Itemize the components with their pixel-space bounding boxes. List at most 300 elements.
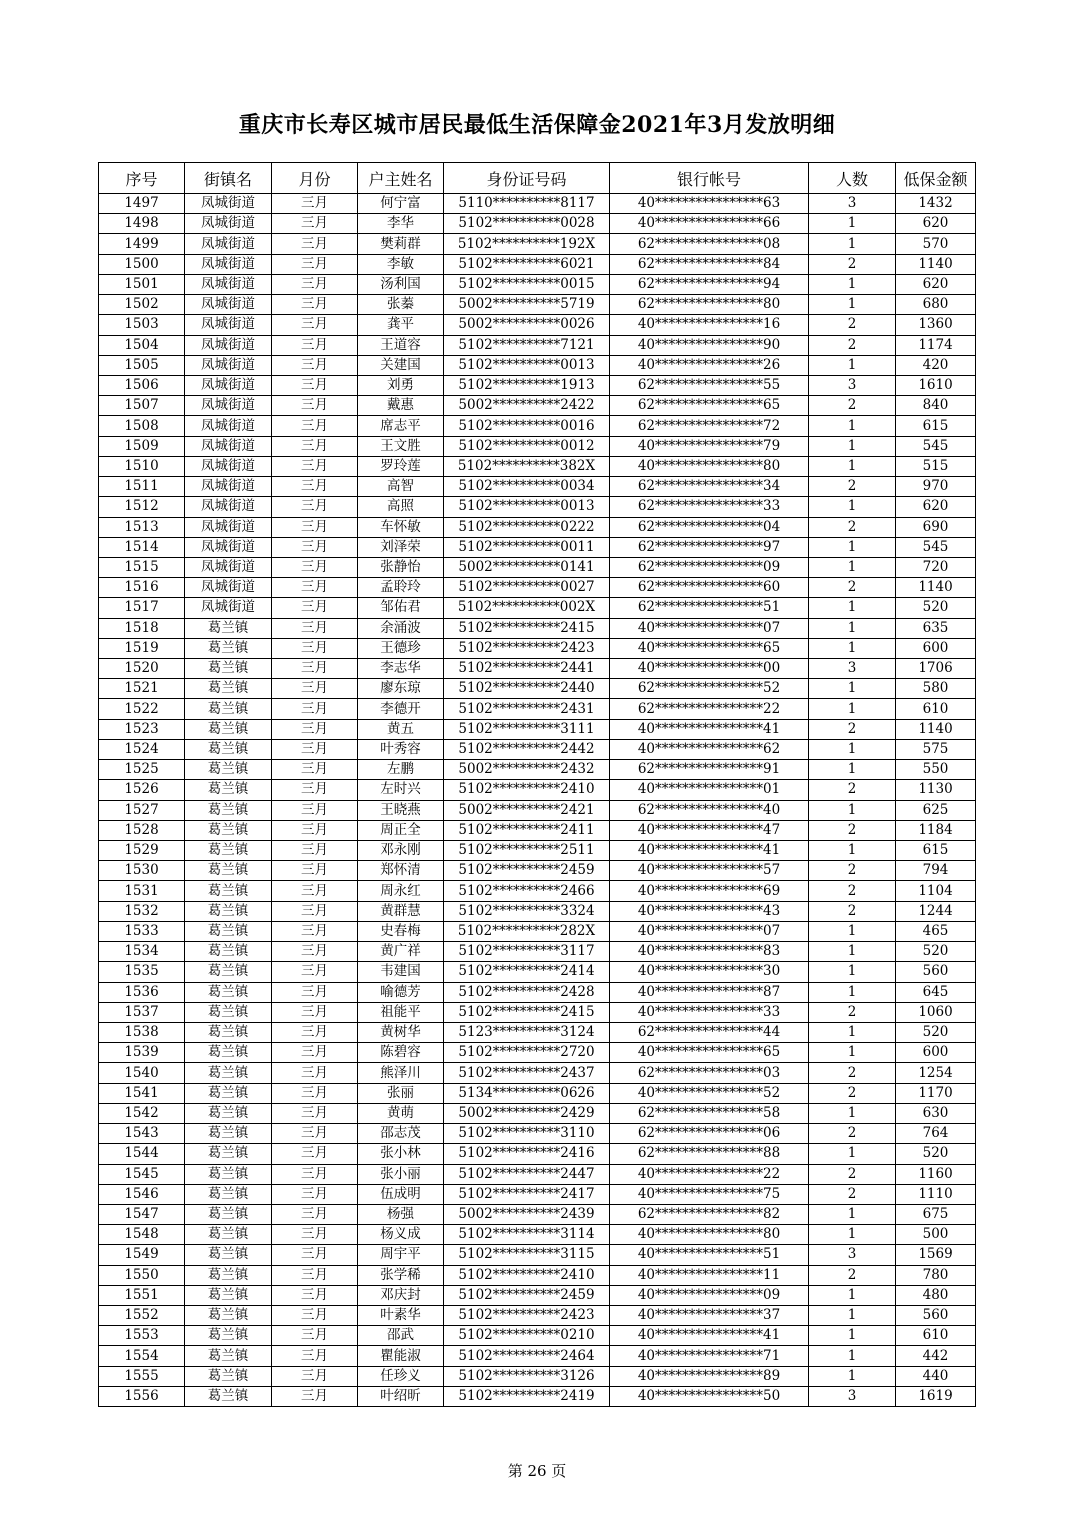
cell-street: 凤城街道	[185, 497, 272, 517]
cell-amount: 1706	[896, 659, 976, 679]
cell-id-number: 5102**********2437	[444, 1063, 610, 1083]
cell-street: 葛兰镇	[185, 638, 272, 658]
cell-serial: 1507	[99, 396, 185, 416]
cell-householder: 邓庆封	[358, 1285, 444, 1305]
table-row	[99, 1285, 976, 1305]
cell-bank-account: 62****************72	[610, 416, 809, 436]
cell-bank-account: 40****************65	[610, 1043, 809, 1063]
cell-month: 三月	[272, 760, 358, 780]
cell-bank-account: 40****************83	[610, 942, 809, 962]
cell-month: 三月	[272, 679, 358, 699]
allowance-table	[98, 162, 976, 1407]
cell-householder: 席志平	[358, 416, 444, 436]
cell-people-count: 2	[809, 719, 896, 739]
cell-householder: 左鹏	[358, 760, 444, 780]
table-row	[99, 578, 976, 598]
table-row	[99, 861, 976, 881]
cell-serial: 1502	[99, 295, 185, 315]
cell-people-count: 1	[809, 962, 896, 982]
cell-street: 凤城街道	[185, 214, 272, 234]
cell-bank-account: 40****************66	[610, 214, 809, 234]
table-row	[99, 295, 976, 315]
cell-month: 三月	[272, 436, 358, 456]
cell-street: 凤城街道	[185, 517, 272, 537]
cell-amount: 780	[896, 1265, 976, 1285]
cell-people-count: 1	[809, 1326, 896, 1346]
cell-serial: 1501	[99, 274, 185, 294]
cell-householder: 刘泽荣	[358, 537, 444, 557]
cell-bank-account: 40****************41	[610, 841, 809, 861]
cell-id-number: 5102**********2419	[444, 1386, 610, 1406]
table-row	[99, 194, 976, 214]
cell-street: 葛兰镇	[185, 1306, 272, 1326]
cell-month: 三月	[272, 234, 358, 254]
cell-householder: 张丽	[358, 1083, 444, 1103]
cell-street: 凤城街道	[185, 477, 272, 497]
cell-serial: 1499	[99, 234, 185, 254]
cell-street: 凤城街道	[185, 396, 272, 416]
cell-amount: 615	[896, 841, 976, 861]
cell-id-number: 5102**********382X	[444, 456, 610, 476]
table-row	[99, 1366, 976, 1386]
cell-amount: 625	[896, 800, 976, 820]
table-row	[99, 254, 976, 274]
cell-street: 葛兰镇	[185, 841, 272, 861]
cell-id-number: 5102**********2459	[444, 1285, 610, 1305]
cell-people-count: 1	[809, 800, 896, 820]
cell-amount: 645	[896, 982, 976, 1002]
cell-month: 三月	[272, 375, 358, 395]
cell-bank-account: 62****************03	[610, 1063, 809, 1083]
table-row	[99, 1184, 976, 1204]
cell-street: 葛兰镇	[185, 1366, 272, 1386]
cell-street: 凤城街道	[185, 335, 272, 355]
cell-amount: 600	[896, 1043, 976, 1063]
cell-bank-account: 40****************90	[610, 335, 809, 355]
table-row	[99, 820, 976, 840]
table-row	[99, 1144, 976, 1164]
cell-month: 三月	[272, 477, 358, 497]
cell-id-number: 5102**********2466	[444, 881, 610, 901]
cell-householder: 伍成明	[358, 1184, 444, 1204]
cell-amount: 970	[896, 477, 976, 497]
cell-street: 葛兰镇	[185, 1386, 272, 1406]
cell-householder: 高照	[358, 497, 444, 517]
cell-street: 葛兰镇	[185, 820, 272, 840]
cell-street: 葛兰镇	[185, 1103, 272, 1123]
cell-people-count: 1	[809, 739, 896, 759]
cell-id-number: 5102**********2441	[444, 659, 610, 679]
cell-people-count: 1	[809, 942, 896, 962]
header-serial: 序号	[99, 163, 185, 194]
cell-id-number: 5102**********2411	[444, 820, 610, 840]
cell-bank-account: 62****************88	[610, 1144, 809, 1164]
cell-householder: 黄树华	[358, 1022, 444, 1042]
cell-householder: 张小丽	[358, 1164, 444, 1184]
cell-amount: 635	[896, 618, 976, 638]
cell-serial: 1533	[99, 921, 185, 941]
cell-serial: 1534	[99, 942, 185, 962]
cell-serial: 1538	[99, 1022, 185, 1042]
cell-people-count: 1	[809, 1204, 896, 1224]
cell-street: 葛兰镇	[185, 739, 272, 759]
cell-amount: 1060	[896, 1002, 976, 1022]
cell-people-count: 1	[809, 598, 896, 618]
cell-bank-account: 40****************26	[610, 355, 809, 375]
cell-month: 三月	[272, 416, 358, 436]
cell-street: 凤城街道	[185, 436, 272, 456]
cell-bank-account: 62****************44	[610, 1022, 809, 1042]
cell-serial: 1554	[99, 1346, 185, 1366]
cell-bank-account: 40****************51	[610, 1245, 809, 1265]
cell-amount: 840	[896, 396, 976, 416]
cell-bank-account: 62****************33	[610, 497, 809, 517]
cell-householder: 黄群慧	[358, 901, 444, 921]
cell-bank-account: 40****************57	[610, 861, 809, 881]
cell-month: 三月	[272, 1204, 358, 1224]
cell-bank-account: 40****************41	[610, 1326, 809, 1346]
cell-serial: 1539	[99, 1043, 185, 1063]
table-row	[99, 598, 976, 618]
cell-street: 葛兰镇	[185, 800, 272, 820]
cell-id-number: 5102**********3126	[444, 1366, 610, 1386]
cell-amount: 1104	[896, 881, 976, 901]
cell-serial: 1535	[99, 962, 185, 982]
cell-bank-account: 40****************16	[610, 315, 809, 335]
cell-householder: 张学稀	[358, 1265, 444, 1285]
cell-bank-account: 40****************87	[610, 982, 809, 1002]
cell-people-count: 1	[809, 921, 896, 941]
cell-bank-account: 40****************62	[610, 739, 809, 759]
cell-bank-account: 40****************43	[610, 901, 809, 921]
cell-amount: 1432	[896, 194, 976, 214]
cell-amount: 764	[896, 1124, 976, 1144]
cell-serial: 1549	[99, 1245, 185, 1265]
cell-street: 葛兰镇	[185, 861, 272, 881]
cell-id-number: 5102**********2447	[444, 1164, 610, 1184]
cell-amount: 690	[896, 517, 976, 537]
cell-amount: 620	[896, 274, 976, 294]
cell-serial: 1526	[99, 780, 185, 800]
table-row	[99, 214, 976, 234]
header-people-count: 人数	[809, 163, 896, 194]
cell-amount: 560	[896, 1306, 976, 1326]
cell-bank-account: 62****************22	[610, 699, 809, 719]
cell-bank-account: 40****************33	[610, 1002, 809, 1022]
cell-id-number: 5102**********2415	[444, 618, 610, 638]
cell-month: 三月	[272, 254, 358, 274]
cell-householder: 周永红	[358, 881, 444, 901]
cell-id-number: 5102**********0016	[444, 416, 610, 436]
cell-id-number: 5102**********0028	[444, 214, 610, 234]
cell-month: 三月	[272, 598, 358, 618]
cell-amount: 515	[896, 456, 976, 476]
cell-people-count: 1	[809, 1225, 896, 1245]
cell-people-count: 2	[809, 254, 896, 274]
page-title: 重庆市长寿区城市居民最低生活保障金2021年3月发放明细	[238, 112, 836, 138]
cell-amount: 545	[896, 436, 976, 456]
cell-id-number: 5002**********0026	[444, 315, 610, 335]
cell-people-count: 1	[809, 557, 896, 577]
cell-street: 葛兰镇	[185, 659, 272, 679]
cell-householder: 李敏	[358, 254, 444, 274]
cell-street: 凤城街道	[185, 416, 272, 436]
cell-street: 葛兰镇	[185, 1083, 272, 1103]
cell-id-number: 5102**********2440	[444, 679, 610, 699]
table-row	[99, 1063, 976, 1083]
cell-amount: 1140	[896, 719, 976, 739]
cell-id-number: 5002**********2432	[444, 760, 610, 780]
table-row	[99, 719, 976, 739]
cell-householder: 邓永刚	[358, 841, 444, 861]
cell-householder: 王晓燕	[358, 800, 444, 820]
table-row	[99, 335, 976, 355]
cell-amount: 615	[896, 416, 976, 436]
cell-id-number: 5102**********2511	[444, 841, 610, 861]
cell-street: 凤城街道	[185, 254, 272, 274]
cell-people-count: 2	[809, 396, 896, 416]
cell-householder: 张小林	[358, 1144, 444, 1164]
cell-people-count: 1	[809, 679, 896, 699]
cell-bank-account: 40****************89	[610, 1366, 809, 1386]
cell-bank-account: 62****************06	[610, 1124, 809, 1144]
cell-householder: 车怀敏	[358, 517, 444, 537]
cell-people-count: 2	[809, 477, 896, 497]
cell-people-count: 2	[809, 1083, 896, 1103]
cell-serial: 1506	[99, 375, 185, 395]
cell-amount: 440	[896, 1366, 976, 1386]
cell-bank-account: 40****************07	[610, 921, 809, 941]
cell-householder: 任珍义	[358, 1366, 444, 1386]
cell-id-number: 5102**********6021	[444, 254, 610, 274]
cell-id-number: 5102**********2417	[444, 1184, 610, 1204]
table-row	[99, 760, 976, 780]
cell-amount: 520	[896, 1022, 976, 1042]
table-row	[99, 274, 976, 294]
cell-street: 凤城街道	[185, 315, 272, 335]
cell-householder: 韦建国	[358, 962, 444, 982]
cell-householder: 郑怀清	[358, 861, 444, 881]
cell-householder: 王德珍	[358, 638, 444, 658]
cell-month: 三月	[272, 1144, 358, 1164]
table-row	[99, 962, 976, 982]
cell-street: 葛兰镇	[185, 962, 272, 982]
header-street: 街镇名	[185, 163, 272, 194]
cell-serial: 1525	[99, 760, 185, 780]
cell-householder: 李志华	[358, 659, 444, 679]
cell-householder: 瞿能淑	[358, 1346, 444, 1366]
cell-amount: 560	[896, 962, 976, 982]
cell-street: 葛兰镇	[185, 901, 272, 921]
cell-people-count: 1	[809, 456, 896, 476]
cell-amount: 575	[896, 739, 976, 759]
cell-people-count: 1	[809, 214, 896, 234]
table-row	[99, 881, 976, 901]
cell-people-count: 1	[809, 416, 896, 436]
cell-householder: 周正全	[358, 820, 444, 840]
cell-month: 三月	[272, 820, 358, 840]
cell-people-count: 2	[809, 315, 896, 335]
cell-id-number: 5102**********0012	[444, 436, 610, 456]
cell-householder: 邹佑君	[358, 598, 444, 618]
cell-month: 三月	[272, 517, 358, 537]
cell-amount: 630	[896, 1103, 976, 1123]
cell-month: 三月	[272, 1002, 358, 1022]
table-row	[99, 679, 976, 699]
cell-month: 三月	[272, 901, 358, 921]
header-bank-account: 银行帐号	[610, 163, 809, 194]
cell-bank-account: 40****************52	[610, 1083, 809, 1103]
table-row	[99, 1103, 976, 1123]
cell-street: 凤城街道	[185, 375, 272, 395]
cell-id-number: 5102**********2414	[444, 962, 610, 982]
cell-householder: 黄萌	[358, 1103, 444, 1123]
cell-householder: 戴惠	[358, 396, 444, 416]
cell-householder: 杨强	[358, 1204, 444, 1224]
cell-amount: 610	[896, 699, 976, 719]
table-row	[99, 315, 976, 335]
table-row	[99, 1326, 976, 1346]
table-row	[99, 557, 976, 577]
cell-bank-account: 62****************51	[610, 598, 809, 618]
cell-month: 三月	[272, 1285, 358, 1305]
cell-street: 葛兰镇	[185, 780, 272, 800]
table-row	[99, 1043, 976, 1063]
cell-bank-account: 40****************41	[610, 719, 809, 739]
cell-street: 葛兰镇	[185, 1002, 272, 1022]
cell-people-count: 2	[809, 1063, 896, 1083]
cell-householder: 孟聆玲	[358, 578, 444, 598]
cell-bank-account: 62****************60	[610, 578, 809, 598]
cell-serial: 1544	[99, 1144, 185, 1164]
cell-householder: 喻德芳	[358, 982, 444, 1002]
cell-householder: 邵志茂	[358, 1124, 444, 1144]
cell-people-count: 3	[809, 1245, 896, 1265]
cell-serial: 1504	[99, 335, 185, 355]
cell-amount: 600	[896, 638, 976, 658]
cell-id-number: 5102**********2416	[444, 1144, 610, 1164]
cell-people-count: 1	[809, 537, 896, 557]
cell-householder: 祖能平	[358, 1002, 444, 1022]
cell-bank-account: 62****************94	[610, 274, 809, 294]
cell-bank-account: 62****************65	[610, 396, 809, 416]
cell-street: 葛兰镇	[185, 1265, 272, 1285]
cell-street: 葛兰镇	[185, 1043, 272, 1063]
cell-amount: 545	[896, 537, 976, 557]
cell-serial: 1503	[99, 315, 185, 335]
cell-bank-account: 40****************80	[610, 1225, 809, 1245]
cell-people-count: 2	[809, 1002, 896, 1022]
cell-people-count: 2	[809, 1124, 896, 1144]
table-row	[99, 618, 976, 638]
cell-serial: 1543	[99, 1124, 185, 1144]
table-row	[99, 1306, 976, 1326]
table-row	[99, 456, 976, 476]
cell-bank-account: 40****************50	[610, 1386, 809, 1406]
cell-id-number: 5102**********192X	[444, 234, 610, 254]
cell-serial: 1524	[99, 739, 185, 759]
cell-id-number: 5134**********0626	[444, 1083, 610, 1103]
cell-street: 凤城街道	[185, 295, 272, 315]
cell-id-number: 5102**********3111	[444, 719, 610, 739]
cell-people-count: 1	[809, 1306, 896, 1326]
cell-street: 葛兰镇	[185, 1124, 272, 1144]
header-id-number: 身份证号码	[444, 163, 610, 194]
cell-month: 三月	[272, 861, 358, 881]
cell-month: 三月	[272, 982, 358, 1002]
cell-amount: 1184	[896, 820, 976, 840]
cell-id-number: 5102**********2423	[444, 1306, 610, 1326]
cell-bank-account: 40****************00	[610, 659, 809, 679]
cell-month: 三月	[272, 739, 358, 759]
cell-month: 三月	[272, 921, 358, 941]
cell-month: 三月	[272, 1124, 358, 1144]
cell-month: 三月	[272, 800, 358, 820]
cell-month: 三月	[272, 1386, 358, 1406]
cell-people-count: 1	[809, 295, 896, 315]
cell-amount: 1174	[896, 335, 976, 355]
cell-bank-account: 40****************79	[610, 436, 809, 456]
cell-month: 三月	[272, 780, 358, 800]
cell-id-number: 5102**********2431	[444, 699, 610, 719]
cell-street: 葛兰镇	[185, 1164, 272, 1184]
cell-amount: 1140	[896, 578, 976, 598]
cell-serial: 1508	[99, 416, 185, 436]
cell-people-count: 3	[809, 375, 896, 395]
table-row	[99, 436, 976, 456]
cell-serial: 1516	[99, 578, 185, 598]
cell-amount: 1254	[896, 1063, 976, 1083]
cell-serial: 1529	[99, 841, 185, 861]
cell-month: 三月	[272, 274, 358, 294]
cell-street: 葛兰镇	[185, 719, 272, 739]
cell-amount: 465	[896, 921, 976, 941]
cell-id-number: 5102**********2410	[444, 780, 610, 800]
cell-householder: 左时兴	[358, 780, 444, 800]
cell-month: 三月	[272, 719, 358, 739]
cell-id-number: 5102**********3110	[444, 1124, 610, 1144]
cell-serial: 1547	[99, 1204, 185, 1224]
table-row	[99, 1265, 976, 1285]
table-row	[99, 416, 976, 436]
cell-street: 葛兰镇	[185, 1285, 272, 1305]
table-row	[99, 921, 976, 941]
table-row	[99, 517, 976, 537]
cell-month: 三月	[272, 315, 358, 335]
cell-street: 葛兰镇	[185, 618, 272, 638]
cell-bank-account: 62****************52	[610, 679, 809, 699]
table-row	[99, 537, 976, 557]
cell-month: 三月	[272, 962, 358, 982]
cell-bank-account: 40****************71	[610, 1346, 809, 1366]
cell-householder: 余涌波	[358, 618, 444, 638]
table-row	[99, 234, 976, 254]
cell-month: 三月	[272, 355, 358, 375]
cell-people-count: 2	[809, 881, 896, 901]
cell-householder: 王道容	[358, 335, 444, 355]
cell-id-number: 5102**********2459	[444, 861, 610, 881]
cell-amount: 794	[896, 861, 976, 881]
cell-month: 三月	[272, 497, 358, 517]
cell-id-number: 5102**********3115	[444, 1245, 610, 1265]
cell-serial: 1520	[99, 659, 185, 679]
cell-amount: 1140	[896, 254, 976, 274]
cell-people-count: 1	[809, 1043, 896, 1063]
cell-month: 三月	[272, 396, 358, 416]
cell-people-count: 1	[809, 760, 896, 780]
cell-householder: 汤利国	[358, 274, 444, 294]
cell-street: 葛兰镇	[185, 1063, 272, 1083]
